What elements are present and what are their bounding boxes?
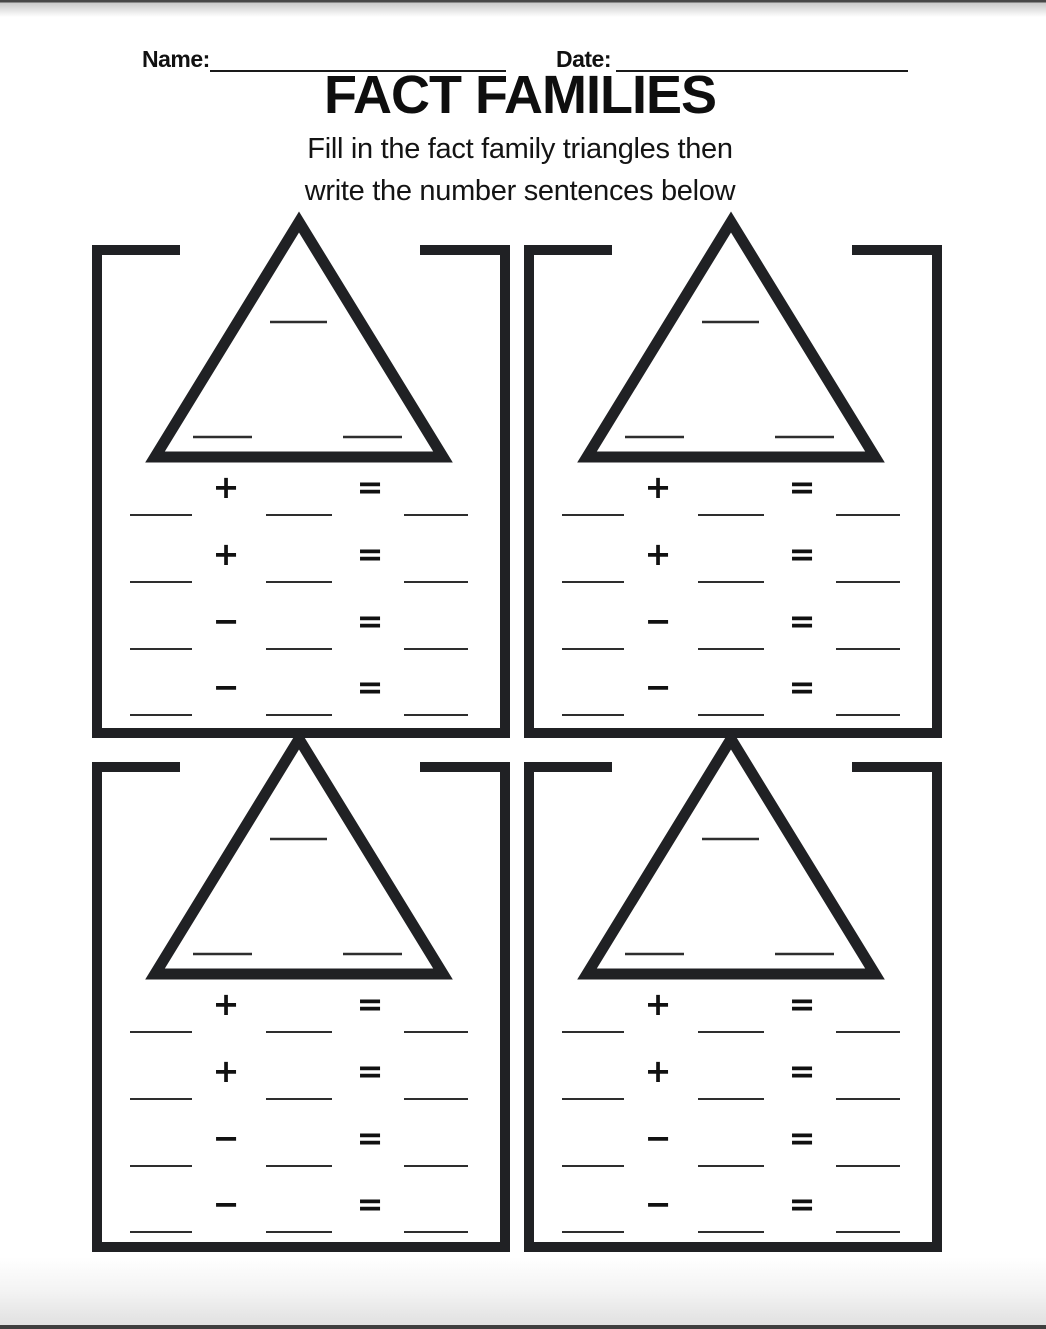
addend-blank (698, 1098, 764, 1100)
fact-family-panel (524, 245, 942, 738)
number-sentence-row (524, 1185, 942, 1233)
minus-operator: − (212, 1119, 240, 1157)
result-blank (836, 514, 900, 516)
equals-operator: = (788, 1185, 816, 1223)
page-top-edge-shadow (0, 0, 1046, 17)
worksheet-instructions-line1: Fill in the fact family triangles then (307, 133, 733, 165)
triangle-outline (587, 222, 875, 457)
addend-blank (266, 581, 332, 583)
equals-operator: = (788, 1119, 816, 1157)
minus-operator: − (212, 602, 240, 640)
addend-blank (266, 1098, 332, 1100)
result-blank (836, 1098, 900, 1100)
addend-blank (130, 514, 192, 516)
panel-border-bottom (92, 1242, 510, 1252)
plus-operator: + (644, 1052, 672, 1090)
number-sentence-row (92, 1185, 510, 1233)
worksheet-title: FACT FAMILIES (324, 65, 716, 125)
result-blank (836, 1231, 900, 1233)
result-blank (404, 1165, 468, 1167)
fact-family-panel (92, 762, 510, 1252)
number-sentence-row (524, 468, 942, 516)
date-label: Date: (556, 46, 612, 72)
result-blank (836, 581, 900, 583)
equals-operator: = (356, 535, 384, 573)
plus-operator: + (212, 535, 240, 573)
equals-operator: = (788, 535, 816, 573)
fact-family-panel (524, 762, 942, 1252)
fact-family-triangle (579, 215, 879, 470)
plus-operator: + (212, 985, 240, 1023)
minuend-blank (562, 1231, 624, 1233)
panel-border-bottom (524, 1242, 942, 1252)
minus-operator: − (644, 1119, 672, 1157)
equals-operator: = (788, 1052, 816, 1090)
subtrahend-blank (266, 714, 332, 716)
result-blank (836, 648, 900, 650)
number-sentence-row (524, 668, 942, 716)
minuend-blank (130, 1231, 192, 1233)
addend-blank (562, 514, 624, 516)
number-sentence-row (92, 1052, 510, 1100)
minuend-blank (130, 714, 192, 716)
result-blank (836, 714, 900, 716)
subtrahend-blank (698, 1231, 764, 1233)
minus-operator: − (212, 1185, 240, 1223)
fact-family-panel (92, 245, 510, 738)
minuend-blank (562, 648, 624, 650)
result-blank (404, 581, 468, 583)
addend-blank (266, 514, 332, 516)
fact-family-triangle (147, 215, 447, 470)
result-blank (404, 1098, 468, 1100)
equals-operator: = (356, 1052, 384, 1090)
equals-operator: = (356, 1119, 384, 1157)
equals-operator: = (788, 602, 816, 640)
addend-blank (130, 1098, 192, 1100)
minus-operator: − (644, 602, 672, 640)
minus-operator: − (644, 1185, 672, 1223)
minuend-blank (562, 1165, 624, 1167)
equals-operator: = (356, 985, 384, 1023)
addend-blank (130, 1031, 192, 1033)
addend-blank (698, 514, 764, 516)
addend-blank (130, 581, 192, 583)
number-sentence-row (92, 985, 510, 1033)
number-sentence-row (524, 1119, 942, 1167)
subtrahend-blank (698, 1165, 764, 1167)
minuend-blank (130, 1165, 192, 1167)
number-sentence-row (524, 535, 942, 583)
subtrahend-blank (698, 648, 764, 650)
fact-family-grid (92, 245, 942, 1252)
addend-blank (266, 1031, 332, 1033)
plus-operator: + (644, 985, 672, 1023)
result-blank (404, 648, 468, 650)
subtrahend-blank (266, 1231, 332, 1233)
subtrahend-blank (266, 1165, 332, 1167)
equals-operator: = (788, 985, 816, 1023)
addend-blank (562, 1031, 624, 1033)
triangle-outline (155, 739, 443, 974)
worksheet-instructions-line2: write the number sentences below (304, 175, 736, 207)
equals-operator: = (356, 668, 384, 706)
number-sentence-row (92, 1119, 510, 1167)
number-sentence-row (92, 535, 510, 583)
number-sentence-row (524, 985, 942, 1033)
result-blank (836, 1165, 900, 1167)
addend-blank (698, 581, 764, 583)
equals-operator: = (356, 602, 384, 640)
number-sentence-row (92, 468, 510, 516)
addend-blank (562, 581, 624, 583)
minus-operator: − (212, 668, 240, 706)
triangle-outline (155, 222, 443, 457)
equals-operator: = (788, 468, 816, 506)
equals-operator: = (356, 1185, 384, 1223)
page-bottom-edge-shadow (0, 1325, 1046, 1329)
name-label: Name: (142, 46, 210, 72)
page-bottom-edge (0, 1257, 1046, 1329)
number-sentence-row (524, 1052, 942, 1100)
addend-blank (562, 1098, 624, 1100)
minuend-blank (562, 714, 624, 716)
subtrahend-blank (698, 714, 764, 716)
plus-operator: + (644, 535, 672, 573)
fact-family-triangle (579, 732, 879, 987)
plus-operator: + (212, 1052, 240, 1090)
fact-family-triangle (147, 732, 447, 987)
equals-operator: = (788, 668, 816, 706)
number-sentence-row (524, 602, 942, 650)
addend-blank (698, 1031, 764, 1033)
result-blank (836, 1031, 900, 1033)
number-sentence-row (92, 602, 510, 650)
plus-operator: + (644, 468, 672, 506)
minuend-blank (130, 648, 192, 650)
number-sentence-row (92, 668, 510, 716)
result-blank (404, 714, 468, 716)
minus-operator: − (644, 668, 672, 706)
plus-operator: + (212, 468, 240, 506)
subtrahend-blank (266, 648, 332, 650)
result-blank (404, 514, 468, 516)
result-blank (404, 1031, 468, 1033)
triangle-outline (587, 739, 875, 974)
equals-operator: = (356, 468, 384, 506)
result-blank (404, 1231, 468, 1233)
